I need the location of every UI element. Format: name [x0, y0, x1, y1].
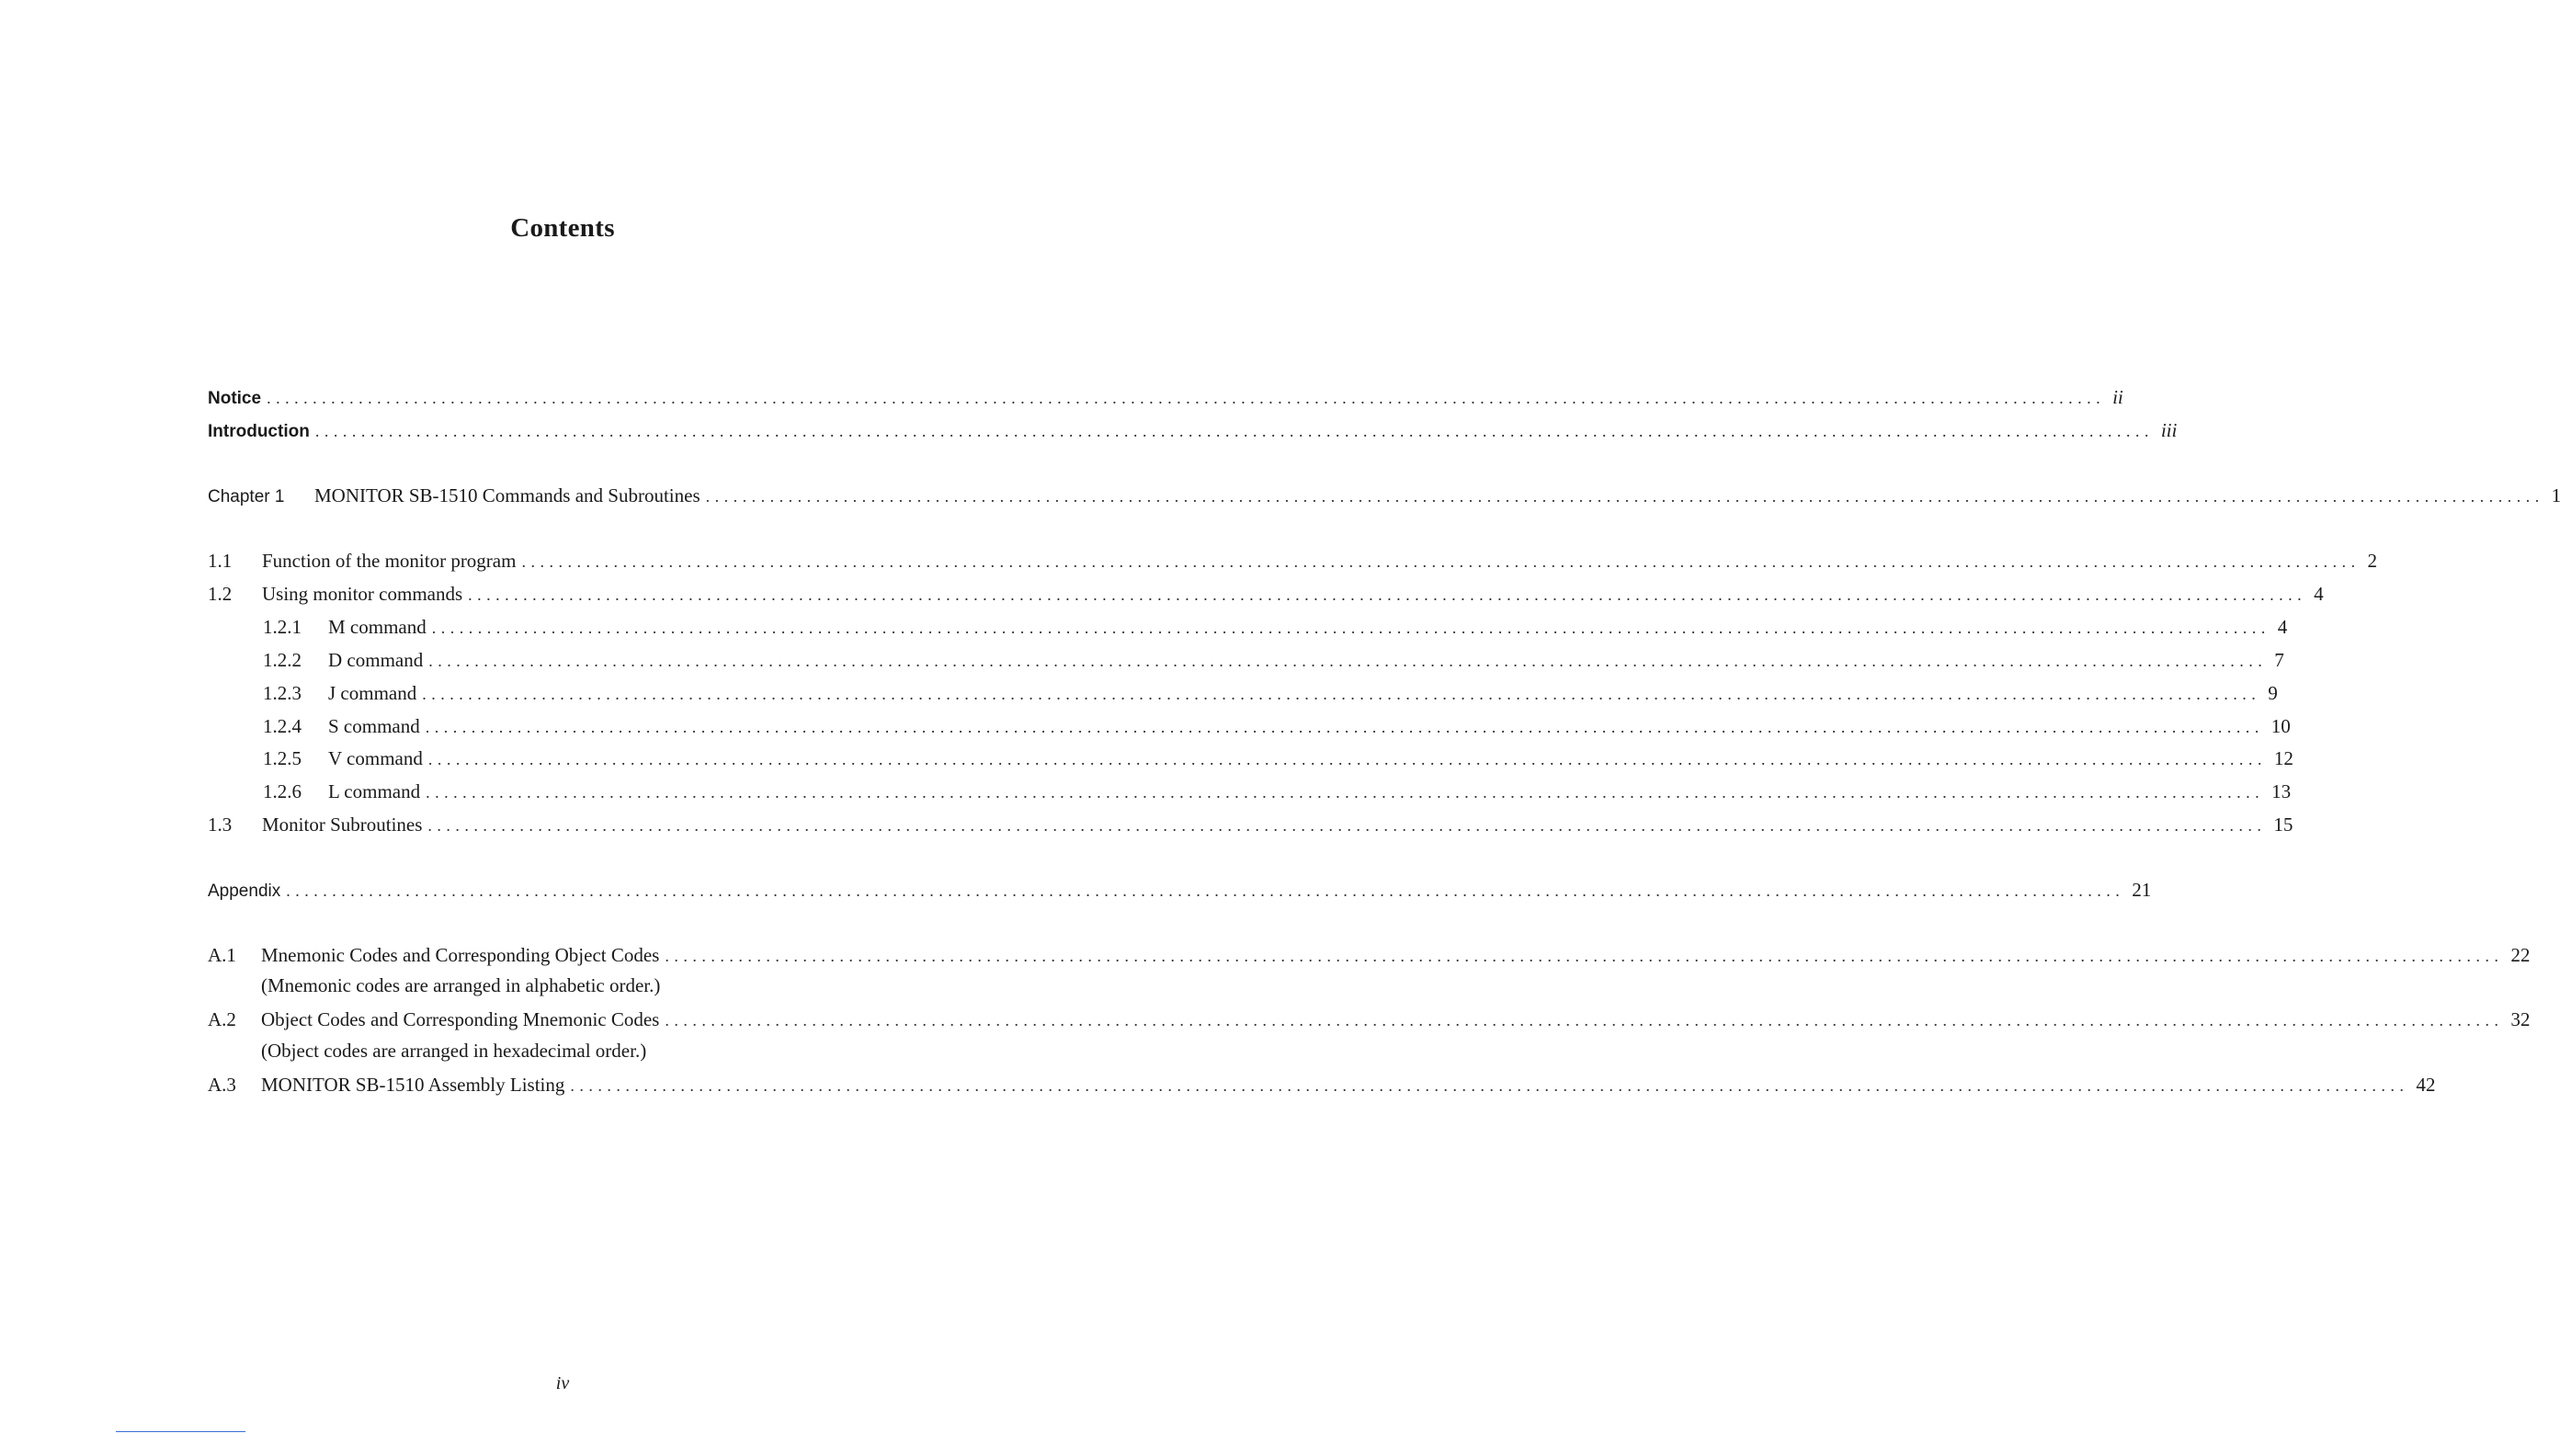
- toc-label: MONITOR SB-1510 Commands and Subroutines: [314, 484, 700, 506]
- toc-page-number: 10: [2271, 715, 2291, 737]
- toc-entry-section[interactable]: [208, 580, 2324, 608]
- scan-artifact-line: [116, 1431, 245, 1432]
- dot-leader: ........................................................................................................................................................................................................: [427, 750, 2267, 768]
- dot-leader: ........................................................................................................................................................................................................: [521, 552, 2361, 571]
- toc-label: J command: [328, 682, 417, 704]
- toc-page-number: 12: [2273, 747, 2294, 769]
- toc-label: Introduction: [208, 422, 310, 441]
- toc-label: Appendix: [208, 882, 281, 901]
- toc-page-number: 2: [2367, 550, 2377, 572]
- toc-page-number: iii: [2160, 419, 2178, 441]
- toc-label: Monitor Subroutines: [262, 813, 423, 836]
- toc-page-number: 4: [2277, 616, 2288, 638]
- toc-label: Object Codes and Corresponding Mnemonic Codes: [261, 1008, 660, 1030]
- toc-page-number: 42: [2416, 1074, 2436, 1096]
- toc-entry-appendix-item[interactable]: [208, 1071, 2436, 1098]
- dot-leader: ........................................................................................................................................................................................................: [468, 586, 2307, 604]
- subsection-number: 1.2.1: [263, 616, 302, 638]
- toc-entry-subsection[interactable]: [263, 712, 2291, 740]
- footer-page-number: iv: [555, 1373, 570, 1393]
- toc-page-number: ii: [2112, 386, 2123, 408]
- toc-label: Notice: [208, 389, 262, 408]
- toc-entry-appendix-item[interactable]: [208, 941, 2531, 969]
- dot-leader: ........................................................................................................................................................................................................: [427, 816, 2267, 835]
- appendix-number: A.3: [208, 1074, 236, 1096]
- dot-leader: ........................................................................................................................................................................................................: [314, 422, 2154, 440]
- toc-label: M command: [328, 616, 427, 638]
- toc-entry-section[interactable]: [208, 547, 2377, 574]
- dot-leader: ........................................................................................................................................................................................................: [286, 882, 2125, 900]
- toc-label: L command: [328, 780, 421, 802]
- toc-page-number: 9: [2268, 682, 2278, 704]
- toc-label: V command: [328, 747, 423, 769]
- toc-entry-subsection[interactable]: [263, 613, 2288, 641]
- toc-page-number: 1: [2551, 484, 2561, 506]
- toc-page-number: 7: [2274, 649, 2284, 671]
- toc-entry-appendix[interactable]: [208, 876, 2152, 904]
- toc-label: Function of the monitor program: [262, 550, 517, 572]
- dot-leader: ........................................................................................................................................................................................................: [665, 947, 2504, 965]
- toc-page-number: 21: [2132, 879, 2152, 901]
- subsection-number: 1.2.6: [263, 780, 302, 802]
- dot-leader: ........................................................................................................................................................................................................: [428, 652, 2268, 670]
- toc-label: S command: [328, 715, 420, 737]
- subsection-number: 1.2.3: [263, 682, 302, 704]
- toc-label: MONITOR SB-1510 Assembly Listing: [261, 1074, 565, 1096]
- dot-leader: ........................................................................................................................................................................................................: [705, 487, 2544, 506]
- toc-label: Using monitor commands: [262, 583, 463, 605]
- dot-leader: ........................................................................................................................................................................................................: [425, 718, 2264, 736]
- toc-page-number: 32: [2510, 1008, 2531, 1030]
- toc-label: Mnemonic Codes and Corresponding Object Codes: [261, 944, 660, 966]
- subsection-number: 1.2.4: [263, 715, 302, 737]
- dot-leader: ........................................................................................................................................................................................................: [570, 1076, 2409, 1095]
- chapter-prefix: Chapter 1: [208, 487, 285, 506]
- section-number: 1.3: [208, 813, 233, 836]
- toc-page-number: 15: [2273, 813, 2294, 836]
- dot-leader: ........................................................................................................................................................................................................: [426, 783, 2265, 802]
- toc-page-number: 22: [2510, 944, 2531, 966]
- dot-leader: ........................................................................................................................................................................................................: [422, 685, 2261, 703]
- toc-entry-subsection[interactable]: [263, 679, 2278, 707]
- subsection-number: 1.2.2: [263, 649, 302, 671]
- dot-leader: ........................................................................................................................................................................................................: [267, 389, 2106, 407]
- dot-leader: ........................................................................................................................................................................................................: [431, 619, 2271, 637]
- toc-entry-subsection[interactable]: [263, 778, 2292, 805]
- toc-entry-notice[interactable]: [208, 383, 2123, 411]
- toc-page-number: 4: [2314, 583, 2324, 605]
- dot-leader: ........................................................................................................................................................................................................: [665, 1011, 2504, 1029]
- toc-entry-subsection[interactable]: [263, 745, 2294, 772]
- toc-entry-appendix-item[interactable]: [208, 1006, 2531, 1033]
- toc-label: D command: [328, 649, 424, 671]
- toc-page-number: 13: [2271, 780, 2292, 802]
- toc-entry-introduction[interactable]: [208, 416, 2178, 444]
- section-number: 1.2: [208, 583, 233, 605]
- section-number: 1.1: [208, 550, 233, 572]
- appendix-number: A.2: [208, 1008, 236, 1030]
- appendix-item-note: (Object codes are arranged in hexadecimal order.): [261, 1040, 647, 1062]
- page-title: Contents: [510, 213, 615, 243]
- appendix-item-note: (Mnemonic codes are arranged in alphabetic order.): [261, 974, 661, 996]
- toc-entry-section[interactable]: [208, 811, 2294, 838]
- toc-entry-chapter-1[interactable]: [208, 482, 2561, 509]
- toc-entry-subsection[interactable]: [263, 646, 2284, 674]
- appendix-number: A.1: [208, 944, 236, 966]
- subsection-number: 1.2.5: [263, 747, 302, 769]
